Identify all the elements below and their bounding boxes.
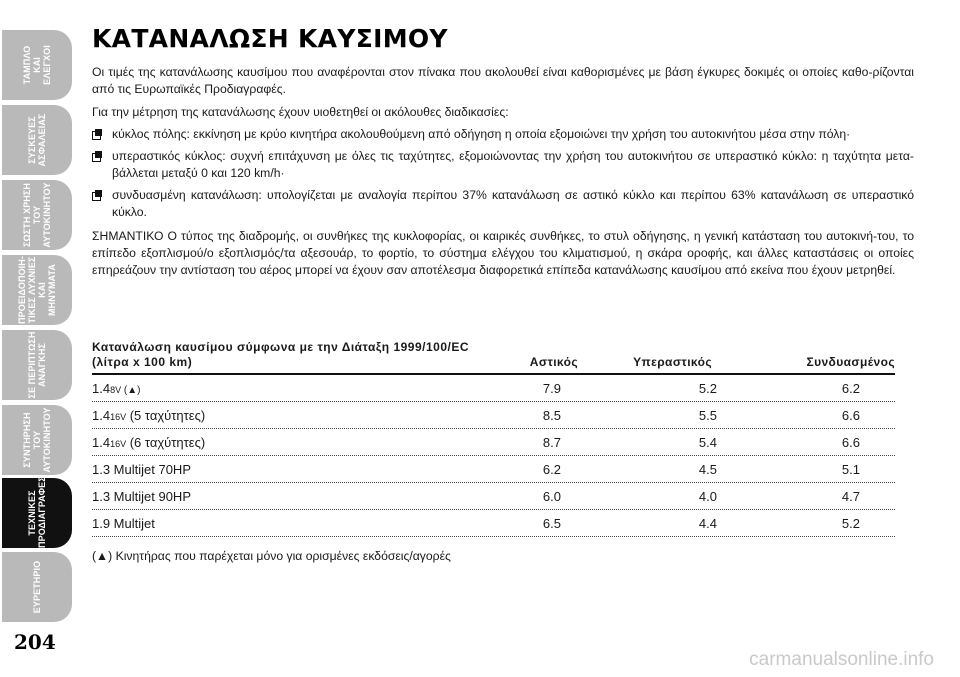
- checkbox-bullet-icon: [92, 129, 102, 139]
- engine-cell: 1.3 Multijet 70HP: [92, 461, 191, 477]
- table-title-line1: Κατανάλωση καυσίμου σύμφωνα με την Διάταξη 1999/100/EC: [92, 340, 469, 354]
- extra-urban-value: 4.5: [698, 461, 717, 477]
- tab-label: ΣΩΣΤΗ ΧΡΗΣΗ ΤΟΥ ΑΥΤΟΚΙΝΗΤΟΥ: [22, 182, 52, 248]
- table-row: [92, 429, 895, 456]
- urban-value: 7.9: [542, 380, 561, 396]
- table-row: [92, 456, 895, 483]
- procedure-list: [92, 126, 914, 221]
- combined-value: 5.1: [841, 461, 860, 477]
- combined-value: 6.6: [841, 434, 860, 450]
- combined-value: 6.6: [841, 407, 860, 423]
- section-sidebar: [0, 0, 76, 677]
- urban-value: 8.5: [542, 407, 561, 423]
- watermark: carmanualsonline.info: [749, 649, 934, 670]
- urban-value: 6.5: [542, 515, 561, 531]
- tab-maintenance[interactable]: [2, 405, 72, 475]
- engine-cell: 1.48V (▲): [92, 380, 141, 396]
- tab-emergency[interactable]: [2, 330, 72, 400]
- table-header: [92, 340, 895, 375]
- table-title-line2: (λίτρα x 100 km): [92, 355, 193, 369]
- combined-value: 4.7: [841, 488, 860, 504]
- intro-paragraph: Οι τιμές της κατανάλωσης καυσίμου που αναφέρονται στον πίνακα που ακολουθεί είναι καθορισμένες με βάση έγκυρες δοκιμές οι οποίες καθο-ρίζονται από τις Ευρωπαϊκές Προδιαγραφές.: [92, 65, 914, 96]
- extra-urban-value: 5.2: [698, 380, 717, 396]
- tab-label: ΣΕ ΠΕΡΙΠΤΩΣΗ ΑΝΑΓΚΗΣ: [27, 331, 47, 399]
- list-item: [92, 187, 914, 221]
- engine-cell: 1.3 Multijet 90HP: [92, 488, 191, 504]
- checkbox-bullet-icon: [92, 190, 102, 200]
- consumption-table: [92, 340, 895, 563]
- checkbox-bullet-icon: [92, 151, 102, 161]
- tab-index[interactable]: [2, 552, 72, 622]
- tab-safety-devices[interactable]: [2, 105, 72, 175]
- important-note: ΣΗΜΑΝΤΙΚΟ Ο τύπος της διαδρομής, οι συνθήκες της κυκλοφορίας, οι καιρικές συνθήκες, το στυλ οδήγησης, η γενική κατάσταση του αυτοκινή-του, το επίπεδο εξοπλισμού/ο εξοπλισμός/τα αξεσουάρ, το φορτίο, το σύστημα ελέγχου του κλιματισμού, η σκάρα οροφής, και άλλες καταστάσεις οι οποίες επηρεάζουν την αντίσταση του αέρος μπορεί να έχουν σαν αποτέλεσμα διαφορετικά επίπεδα κατανάλωσης καυσίμου από εκείνα που έχουν μετρηθεί.: [92, 229, 914, 277]
- list-item: [92, 126, 914, 143]
- tab-correct-use[interactable]: [2, 180, 72, 250]
- procedures-intro: Για την μέτρηση της κατανάλωσης έχουν υιοθετηθεί οι ακόλουθες διαδικασίες:: [92, 105, 509, 119]
- urban-value: 6.0: [542, 488, 561, 504]
- extra-urban-value: 4.0: [698, 488, 717, 504]
- tab-warning-lights[interactable]: [2, 255, 72, 325]
- column-header-combined: Συνδυασμένος: [806, 355, 895, 369]
- table-row: [92, 510, 895, 537]
- engine-cell: 1.9 Multijet: [92, 515, 155, 531]
- tab-technical-specs[interactable]: [2, 478, 72, 548]
- engine-cell: 1.416V (6 ταχύτητες): [92, 434, 206, 450]
- tab-label: ΠΡΟΕΙΔΟΠΟΙΗ- ΤΙΚΕΣ ΛΥΧΝΙΕΣ ΚΑΙ ΜΗΝΥΜΑΤΑ: [17, 256, 57, 324]
- page-number: 204: [14, 630, 56, 654]
- list-item-text: συνδυασμένη κατανάλωση: υπολογίζεται με αναλογία περίπου 37% κατανάλωση σε αστικό κύκλο και περίπου 63% κατανάλωση σε υπεραστικό κύκλο.: [112, 188, 914, 219]
- combined-value: 6.2: [841, 380, 860, 396]
- column-header-extra-urban: Υπεραστικός: [633, 355, 712, 369]
- urban-value: 6.2: [542, 461, 561, 477]
- tab-dashboard-controls[interactable]: [2, 30, 72, 100]
- table-row: [92, 402, 895, 429]
- engine-cell: 1.416V (5 ταχύτητες): [92, 407, 206, 423]
- main-content: [92, 22, 914, 279]
- extra-urban-value: 5.5: [698, 407, 717, 423]
- table-title: [92, 340, 486, 370]
- tab-label: ΣΥΣΚΕΥΕΣ ΑΣΦΑΛΕΙΑΣ: [27, 113, 47, 167]
- extra-urban-value: 5.4: [698, 434, 717, 450]
- list-item: [92, 148, 914, 182]
- extra-urban-value: 4.4: [698, 515, 717, 531]
- tab-label: ΤΕΧΝΙΚΕΣ ΠΡΟΔΙΑΓΡΑΦΕΣ: [27, 476, 47, 548]
- urban-value: 8.7: [542, 434, 561, 450]
- tab-label: ΕΥΡΕΤΗΡΙΟ: [32, 560, 42, 614]
- combined-value: 5.2: [841, 515, 860, 531]
- page-title: ΚΑΤΑΝΑΛΩΣΗ ΚΑΥΣΙΜΟΥ: [92, 24, 448, 53]
- tab-label: ΤΑΜΠΛΟ ΚΑΙ ΕΛΕΓΧΟΙ: [22, 45, 52, 85]
- tab-label: ΣΥΝΤΗΡΗΣΗ ΤΟΥ ΑΥΤΟΚΙΝΗΤΟΥ: [22, 407, 52, 473]
- table-row: [92, 483, 895, 510]
- table-footnote: (▲) Κινητήρας που παρέχεται μόνο για ορισμένες εκδόσεις/αγορές: [92, 549, 451, 563]
- column-header-urban: Αστικός: [529, 355, 578, 369]
- table-row: [92, 375, 895, 402]
- list-item-text: υπεραστικός κύκλος: συχνή επιτάχυνση με όλες τις ταχύτητες, εξομοιώνοντας την χρήση του αυτοκινήτου σε υπεραστικό κύκλο: η ταχύτητα μετα-βάλλεται μεταξύ 0 και 120 km/h·: [112, 149, 914, 180]
- list-item-text: κύκλος πόλης: εκκίνηση με κρύο κινητήρα ακολουθούμενη από οδήγηση η οποία εξομοιώνει την χρήση του αυτοκινήτου μέσα στην πόλη·: [112, 127, 851, 141]
